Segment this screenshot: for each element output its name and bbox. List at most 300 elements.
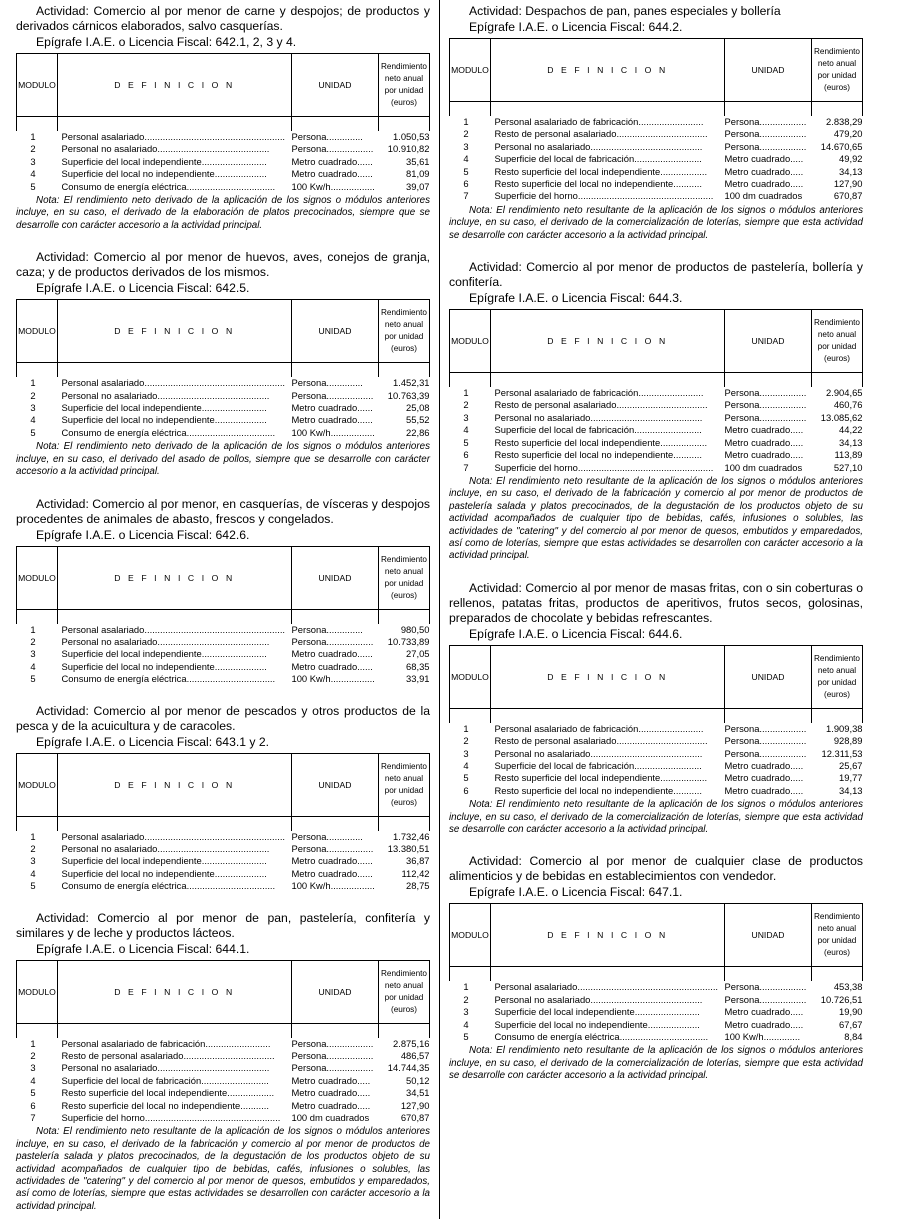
unit-text: Persona: [724, 411, 760, 423]
module-value: [812, 399, 863, 411]
header-unidad: UNIDAD: [292, 960, 379, 1023]
module-number-text: 4: [463, 424, 469, 436]
value-text: 670,87: [400, 1112, 430, 1123]
module-definition: [491, 1006, 725, 1018]
leader-dots: ..................: [759, 747, 807, 759]
activity-section: [16, 704, 430, 911]
table-row: [450, 994, 863, 1006]
leader-dots: ..............: [326, 830, 363, 842]
table-row: [450, 981, 863, 993]
table-spacer-row: [17, 117, 430, 132]
leader-dots: .........................: [205, 1037, 271, 1049]
table-row: [17, 843, 430, 855]
leader-dots: ..................: [326, 1062, 374, 1074]
module-unit: [725, 412, 812, 424]
header-definicion: D E F I N I C I O N: [491, 904, 725, 967]
activity-title: Actividad: Comercio al por menor de masas fritas, con o sin coberturas o rellenos, patatas fritas, productos de aperitivos, frutos secos, golosinas, preparados de chocolate y bebidas refrescantes.: [449, 580, 863, 625]
table-row: [17, 414, 430, 426]
epigrafe-line: Epígrafe I.A.E. o Licencia Fiscal: 644.1.: [36, 941, 250, 956]
unit-text: Metro cuadrado: [724, 153, 791, 165]
activity-section: [449, 581, 863, 855]
leader-dots: ...........................................: [157, 389, 270, 401]
leader-dots: ......................................................: [144, 377, 286, 389]
unit-text: Persona: [724, 722, 760, 734]
module-unit: [725, 723, 812, 735]
module-value: [812, 178, 863, 190]
value-text: 44,22: [839, 424, 863, 436]
unit-text: 100 dm cuadrados: [291, 1112, 370, 1123]
module-definition: [491, 424, 725, 436]
activity-section: [16, 911, 430, 1231]
leader-dots: ......................................................: [144, 623, 286, 635]
table-row: [450, 1019, 863, 1031]
table-row: [450, 412, 863, 424]
module-definition: [491, 760, 725, 772]
leader-dots: ......: [357, 402, 373, 414]
module-definition: [58, 1062, 292, 1074]
module-number-text: 6: [463, 784, 469, 796]
module-number-text: 2: [463, 399, 469, 411]
module-unit: [725, 141, 812, 153]
definition-text: Consumo de energía eléctrica: [61, 180, 187, 192]
module-number: [17, 1038, 58, 1050]
module-unit: [725, 437, 812, 449]
module-unit: [292, 1075, 379, 1087]
leader-dots: .....: [357, 1087, 371, 1099]
table-spacer-row: [17, 1023, 430, 1038]
module-definition: [491, 141, 725, 153]
module-unit: [292, 673, 379, 685]
table-row: [450, 424, 863, 436]
module-value: [379, 414, 430, 426]
unit-text: Metro cuadrado: [291, 660, 358, 672]
unit-text: Metro cuadrado: [291, 1074, 358, 1086]
header-unidad: UNIDAD: [292, 753, 379, 816]
module-unit: [725, 1031, 812, 1043]
module-definition: [58, 1050, 292, 1062]
module-unit: [725, 166, 812, 178]
value-text: 928,89: [833, 735, 863, 747]
module-unit: [292, 1038, 379, 1050]
module-number-text: 1: [30, 1037, 36, 1049]
value-text: 1.732,46: [393, 830, 430, 842]
module-value: [812, 166, 863, 178]
module-value: [812, 190, 863, 202]
value-text: 10.763,39: [387, 389, 430, 401]
module-number-text: 3: [30, 155, 36, 167]
activity-section: [449, 854, 863, 1100]
module-number-text: 5: [30, 673, 36, 685]
definition-text: Resto superficie del local no independiente: [61, 1099, 241, 1111]
module-number: [17, 1087, 58, 1099]
leader-dots: ...........................................: [157, 143, 270, 155]
module-number-text: 2: [463, 993, 469, 1005]
leader-dots: .................: [330, 673, 375, 685]
unit-text: Persona: [291, 377, 327, 389]
unit-text: 100 Kw/h: [291, 880, 331, 892]
activity-title: Actividad: Comercio al por menor de productos de pastelería, bollería y confitería.: [449, 260, 863, 290]
module-number: [17, 624, 58, 636]
module-value: [379, 831, 430, 843]
table-row: [17, 868, 430, 880]
table-row: [17, 427, 430, 439]
modules-table: [16, 753, 430, 893]
definition-text: Resto superficie del local independiente: [61, 1087, 228, 1099]
module-number-text: 1: [30, 830, 36, 842]
value-text: 19,77: [839, 772, 863, 784]
epigrafe-line: Epígrafe I.A.E. o Licencia Fiscal: 643.1 y 2.: [36, 734, 270, 749]
module-value: [379, 168, 430, 180]
table-row: [17, 831, 430, 843]
value-text: 10.910,82: [387, 143, 430, 155]
module-value: [812, 994, 863, 1006]
module-value: [812, 1031, 863, 1043]
header-unidad: UNIDAD: [725, 645, 812, 708]
module-number-text: 2: [463, 735, 469, 747]
module-number: [17, 1100, 58, 1112]
module-number: [450, 412, 491, 424]
value-text: 113,89: [834, 449, 863, 461]
module-definition: [58, 168, 292, 180]
header-unidad: UNIDAD: [725, 310, 812, 373]
unit-text: Metro cuadrado: [724, 759, 791, 771]
module-value: [812, 1006, 863, 1018]
module-value: [812, 387, 863, 399]
table-row: [17, 131, 430, 143]
unit-text: 100 Kw/h: [291, 426, 331, 438]
module-value: [812, 116, 863, 128]
leader-dots: ......: [357, 867, 373, 879]
leader-dots: .....: [357, 1074, 371, 1086]
table-row: [17, 880, 430, 892]
leader-dots: ...........................................: [590, 993, 703, 1005]
module-unit: [292, 143, 379, 155]
module-number-text: 6: [30, 1099, 36, 1111]
value-text: 12.311,53: [821, 747, 863, 759]
leader-dots: ...........................................: [157, 842, 270, 854]
leader-dots: ...........: [673, 449, 702, 461]
module-definition: [491, 166, 725, 178]
definition-text: Superficie del horno: [494, 190, 578, 202]
module-value: [379, 880, 430, 892]
module-number: [17, 1062, 58, 1074]
activity-section: [16, 497, 430, 704]
module-definition: [491, 994, 725, 1006]
module-unit: [292, 168, 379, 180]
module-definition: [58, 843, 292, 855]
value-text: 34,13: [839, 784, 863, 796]
leader-dots: ....................: [647, 1018, 700, 1030]
module-number-text: 1: [463, 387, 469, 399]
leader-dots: ....................................................: [577, 190, 714, 202]
header-modulo: MODULO: [17, 960, 58, 1023]
table-spacer-row: [17, 816, 430, 831]
leader-dots: ....................: [214, 414, 267, 426]
module-value: [379, 1100, 430, 1112]
definition-text: Superficie del local independiente: [61, 155, 202, 167]
definition-text: Resto superficie del local independiente: [494, 772, 661, 784]
module-value: [379, 673, 430, 685]
module-number-text: 3: [30, 855, 36, 867]
leader-dots: ..............: [326, 623, 363, 635]
module-definition: [58, 624, 292, 636]
left-column: [16, 4, 430, 1231]
leader-dots: ..................: [759, 399, 807, 411]
unit-text: Metro cuadrado: [291, 1087, 358, 1099]
table-row: [17, 636, 430, 648]
epigrafe-line: Epígrafe I.A.E. o Licencia Fiscal: 644.3.: [469, 291, 683, 306]
module-value: [379, 390, 430, 402]
module-number: [450, 424, 491, 436]
module-number: [17, 661, 58, 673]
activity-title: Actividad: Despachos de pan, panes especiales y bollería: [469, 4, 781, 18]
header-rendimiento: Rendimiento neto anual por unidad (euros): [812, 39, 863, 102]
module-definition: [58, 414, 292, 426]
value-text: 670,87: [833, 190, 863, 202]
unit-text: Metro cuadrado: [291, 155, 358, 167]
unit-text: Metro cuadrado: [724, 178, 791, 190]
definition-text: Personal asalariado: [494, 981, 578, 993]
table-row: [450, 1031, 863, 1043]
value-text: 50,12: [406, 1074, 430, 1086]
leader-dots: .................: [330, 426, 375, 438]
leader-dots: ...........: [673, 178, 702, 190]
table-row: [450, 153, 863, 165]
definition-text: Superficie del local no independiente: [61, 168, 215, 180]
value-text: 81,09: [406, 168, 430, 180]
module-unit: [725, 748, 812, 760]
definition-text: Superficie del local de fabricación: [61, 1074, 202, 1086]
leader-dots: .........................: [634, 1006, 700, 1018]
module-definition: [491, 462, 725, 474]
definition-text: Personal no asalariado: [61, 635, 158, 647]
module-definition: [58, 143, 292, 155]
module-definition: [58, 661, 292, 673]
value-text: 14.744,35: [387, 1062, 430, 1074]
unit-text: Persona: [291, 635, 327, 647]
leader-dots: ...................................: [183, 1049, 275, 1061]
value-text: 112,42: [401, 867, 430, 879]
module-number-text: 7: [463, 461, 469, 473]
leader-dots: ....................: [214, 168, 267, 180]
module-definition: [491, 153, 725, 165]
value-text: 39,07: [406, 180, 430, 192]
table-row: [17, 1075, 430, 1087]
header-rendimiento: Rendimiento neto anual por unidad (euros): [379, 753, 430, 816]
table-row: [17, 855, 430, 867]
leader-dots: .................: [330, 180, 375, 192]
module-number: [450, 981, 491, 993]
unit-text: Persona: [291, 1037, 327, 1049]
table-row: [450, 748, 863, 760]
module-value: [379, 648, 430, 660]
activity-title: Actividad: Comercio al por menor de huevos, aves, conejos de granja, caza; y de productos derivados de los mismos.: [16, 250, 430, 280]
table-row: [450, 178, 863, 190]
module-number: [17, 831, 58, 843]
header-modulo: MODULO: [17, 546, 58, 609]
module-number-text: 2: [30, 389, 36, 401]
leader-dots: ...........................................: [590, 140, 703, 152]
module-definition: [58, 427, 292, 439]
value-text: 10.726,51: [820, 993, 863, 1005]
unit-text: Metro cuadrado: [724, 165, 791, 177]
module-unit: [725, 424, 812, 436]
definition-text: Resto superficie del local no independiente: [494, 784, 674, 796]
table-spacer-row: [17, 363, 430, 378]
definition-text: Superficie del local independiente: [61, 648, 202, 660]
value-text: 980,50: [400, 623, 430, 635]
definition-text: Personal no asalariado: [61, 389, 158, 401]
module-unit: [725, 760, 812, 772]
table-row: [450, 1006, 863, 1018]
module-number: [450, 1019, 491, 1031]
module-unit: [725, 449, 812, 461]
header-modulo: MODULO: [450, 645, 491, 708]
unit-text: Metro cuadrado: [724, 1018, 791, 1030]
table-row: [17, 1038, 430, 1050]
module-number: [17, 855, 58, 867]
module-number: [17, 131, 58, 143]
module-value: [812, 437, 863, 449]
module-unit: [725, 387, 812, 399]
value-text: 33,91: [406, 673, 430, 685]
module-number-text: 5: [30, 880, 36, 892]
definition-text: Superficie del local de fabricación: [494, 153, 635, 165]
table-row: [450, 387, 863, 399]
module-number-text: 6: [463, 449, 469, 461]
unit-text: Metro cuadrado: [724, 424, 791, 436]
definition-text: Superficie del local de fabricación: [494, 759, 635, 771]
table-row: [17, 673, 430, 685]
module-number-text: 4: [30, 1074, 36, 1086]
unit-text: Persona: [724, 993, 760, 1005]
leader-dots: ..............: [763, 1031, 801, 1043]
definition-text: Personal asalariado: [61, 623, 145, 635]
table-row: [450, 772, 863, 784]
module-value: [379, 377, 430, 389]
module-definition: [58, 880, 292, 892]
leader-dots: ..................: [759, 387, 807, 399]
module-number-text: 3: [463, 1006, 469, 1018]
module-number-text: 2: [30, 1049, 36, 1061]
table-row: [17, 1100, 430, 1112]
module-value: [379, 402, 430, 414]
definition-text: Personal no asalariado: [61, 1062, 158, 1074]
module-definition: [58, 636, 292, 648]
definition-text: Superficie del local independiente: [61, 402, 202, 414]
unit-text: Persona: [291, 389, 327, 401]
module-definition: [58, 181, 292, 193]
module-number-text: 4: [30, 660, 36, 672]
leader-dots: ..................: [326, 635, 374, 647]
modules-table: [16, 960, 430, 1125]
module-number: [450, 437, 491, 449]
table-spacer-row: [450, 708, 863, 723]
table-row: [450, 785, 863, 797]
definition-text: Personal asalariado de fabricación: [494, 387, 639, 399]
header-unidad: UNIDAD: [292, 54, 379, 117]
unit-text: 100 Kw/h: [724, 1031, 764, 1043]
module-number: [450, 166, 491, 178]
module-number: [450, 128, 491, 140]
leader-dots: ..............: [326, 377, 363, 389]
module-number: [450, 178, 491, 190]
module-unit: [292, 1062, 379, 1074]
value-text: 34,51: [406, 1087, 430, 1099]
definition-text: Resto de personal asalariado: [494, 735, 617, 747]
module-number: [17, 181, 58, 193]
table-row: [450, 128, 863, 140]
module-value: [379, 636, 430, 648]
modules-table: [449, 903, 863, 1043]
module-unit: [292, 648, 379, 660]
leader-dots: ..................................: [186, 673, 276, 685]
leader-dots: ..................: [759, 411, 807, 423]
epigrafe-line: Epígrafe I.A.E. o Licencia Fiscal: 647.1.: [469, 885, 683, 900]
value-text: 28,75: [406, 880, 430, 892]
unit-text: Metro cuadrado: [724, 772, 791, 784]
module-value: [379, 855, 430, 867]
unit-text: Metro cuadrado: [724, 1006, 791, 1018]
note-text: Nota: El rendimiento neto resultante de la aplicación de los signos o módulos anteriores incluye, en su caso, el derivado de la fabricación y comercio al por menor de productos de pastelería salada y platos precocinados, de la degustación de los productos objeto de su actividad acompañados de cualquier tipo de bebidas, cafés, infusiones o solubles, las actividades de "catering" y del comercio al por menor de quesos, embutidos y emparedados, así como de loterías, siempre que estas actividades se desarrollen con carácter accesorio a la actividad principal.: [16, 1126, 430, 1212]
unit-text: Metro cuadrado: [291, 402, 358, 414]
unit-text: Metro cuadrado: [724, 436, 791, 448]
unit-text: Persona: [724, 140, 760, 152]
value-text: 36,87: [406, 855, 430, 867]
module-value: [812, 772, 863, 784]
module-number: [17, 414, 58, 426]
leader-dots: ..................: [759, 116, 807, 127]
value-text: 1.909,38: [826, 722, 863, 734]
table-spacer-row: [450, 373, 863, 388]
module-definition: [491, 748, 725, 760]
table-row: [450, 399, 863, 411]
epigrafe-line: Epígrafe I.A.E. o Licencia Fiscal: 642.6.: [36, 527, 250, 542]
module-definition: [58, 131, 292, 143]
module-definition: [491, 735, 725, 747]
definition-text: Superficie del local de fabricación: [494, 424, 635, 436]
table-row: [17, 661, 430, 673]
module-number: [17, 1075, 58, 1087]
module-value: [812, 462, 863, 474]
module-number: [17, 427, 58, 439]
leader-dots: ..................: [759, 993, 807, 1005]
header-rendimiento: Rendimiento neto anual por unidad (euros): [812, 904, 863, 967]
module-value: [812, 748, 863, 760]
definition-text: Resto de personal asalariado: [61, 1049, 184, 1061]
module-definition: [491, 723, 725, 735]
header-modulo: MODULO: [450, 904, 491, 967]
leader-dots: .....: [790, 436, 804, 448]
module-definition: [491, 128, 725, 140]
module-value: [379, 1062, 430, 1074]
leader-dots: ..........................: [634, 759, 702, 771]
module-number-text: 4: [463, 759, 469, 771]
definition-text: Personal asalariado: [61, 830, 145, 842]
module-definition: [58, 1112, 292, 1124]
note-text: Nota: El rendimiento neto resultante de la aplicación de los signos o módulos anteriores incluye, en su caso, el derivado de la comercialización de loterías, siempre que esta actividad se desarrolle con carácter accesorio a la actividad principal.: [449, 799, 863, 835]
unit-text: Metro cuadrado: [724, 784, 791, 796]
module-value: [379, 1038, 430, 1050]
module-unit: [292, 131, 379, 143]
value-text: 19,90: [839, 1006, 863, 1018]
value-text: 2.904,65: [826, 387, 863, 399]
leader-dots: ..........................: [201, 1074, 269, 1086]
module-value: [379, 1075, 430, 1087]
value-text: 35,61: [406, 155, 430, 167]
definition-text: Personal no asalariado: [494, 140, 591, 152]
table-row: [17, 156, 430, 168]
